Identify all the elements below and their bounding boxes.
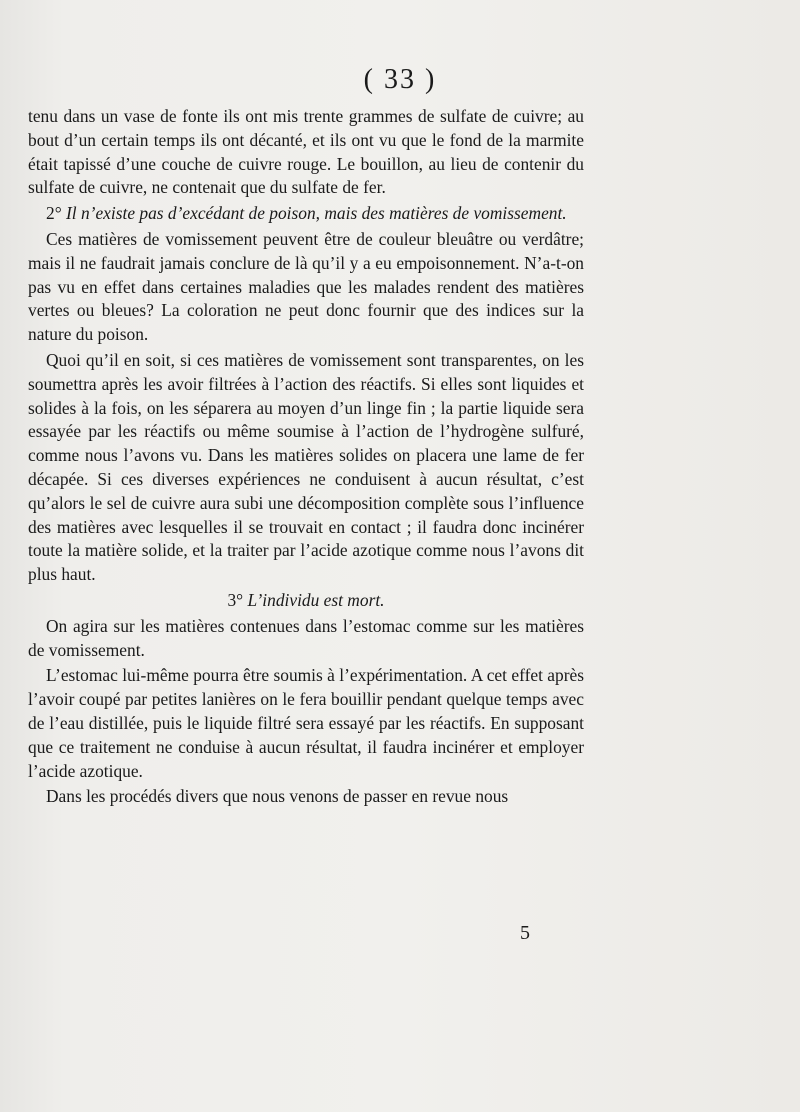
section-heading-italic: Il n’existe pas d’excédant de poison, mais des matières de vomissement. bbox=[66, 203, 567, 224]
paragraph-7: L’estomac lui-même pourra être soumis à l’expérimentation. A cet effet après l’avoir coupé par petites lanières on le fera bouillir pendant quelque temps avec de l’eau distillée, puis le liquide filtré sera essayé par les réactifs. En supposant que ce traitement ne conduise à aucun résultat, il faudra incinérer et employer l’acide azotique. bbox=[28, 665, 584, 781]
paragraph-6: On agira sur les matières contenues dans l’estomac comme sur les matières de vomissement. bbox=[28, 615, 584, 660]
paragraph-1: tenu dans un vase de fonte ils ont mis trente grammes de sulfate de cuivre; au bout d’un certain temps ils ont décanté, et ils ont vu que le fond de la marmite était tapissé d’une couche de cuivre rouge. Le bouillon, au lieu de contenir du sulfate de cuivre, ne contenait que du sulfate de fer. bbox=[28, 106, 584, 198]
numbered-prefix: 2° bbox=[46, 203, 66, 224]
paragraph-5-heading bbox=[28, 589, 584, 613]
paragraph-8: Dans les procédés divers que nous venons de passer en revue nous bbox=[46, 786, 509, 807]
paragraph-4: Quoi qu’il en soit, si ces matières de vomissement sont transparentes, on les soumettra après les avoir filtrées à l’action des réactifs. Si elles sont liquides et solides à la fois, on les séparera au moyen d’un linge fin ; la partie liquide sera essayée par les réactifs ou même soumise à l’action de l’hydrogène sulfuré, comme nous l’avons vu. Dans les matières solides on placera une lame de fer décapée. Si ces diverses expériences ne conduisent à aucun résultat, c’est qu’alors le sel de cuivre aura subi une décomposition complète sous l’influence des matières avec lesquelles il se trouvait en contact ; il faudra donc incinérer toute la matière solide, et la traiter par l’acide azotique comme nous l’avons dit plus haut. bbox=[28, 349, 584, 585]
paragraph-2-heading bbox=[28, 202, 584, 226]
numbered-prefix: 3° bbox=[227, 589, 248, 610]
signature-mark: 5 bbox=[520, 922, 530, 944]
section-heading-italic: L’individu est mort. bbox=[247, 589, 385, 610]
paragraph-3: Ces matières de vomissement peuvent être de couleur bleuâtre ou verdâtre; mais il ne faudrait jamais conclure de là qu’il y a eu empoisonnement. N’a-t-on pas vu en effet dans certaines maladies que les malades rendent des matières vertes ou bleues? La coloration ne peut donc fournir que des indices sur la nature du poison. bbox=[28, 228, 584, 345]
body-text bbox=[28, 105, 584, 809]
page-number: ( 33 ) bbox=[363, 64, 437, 95]
